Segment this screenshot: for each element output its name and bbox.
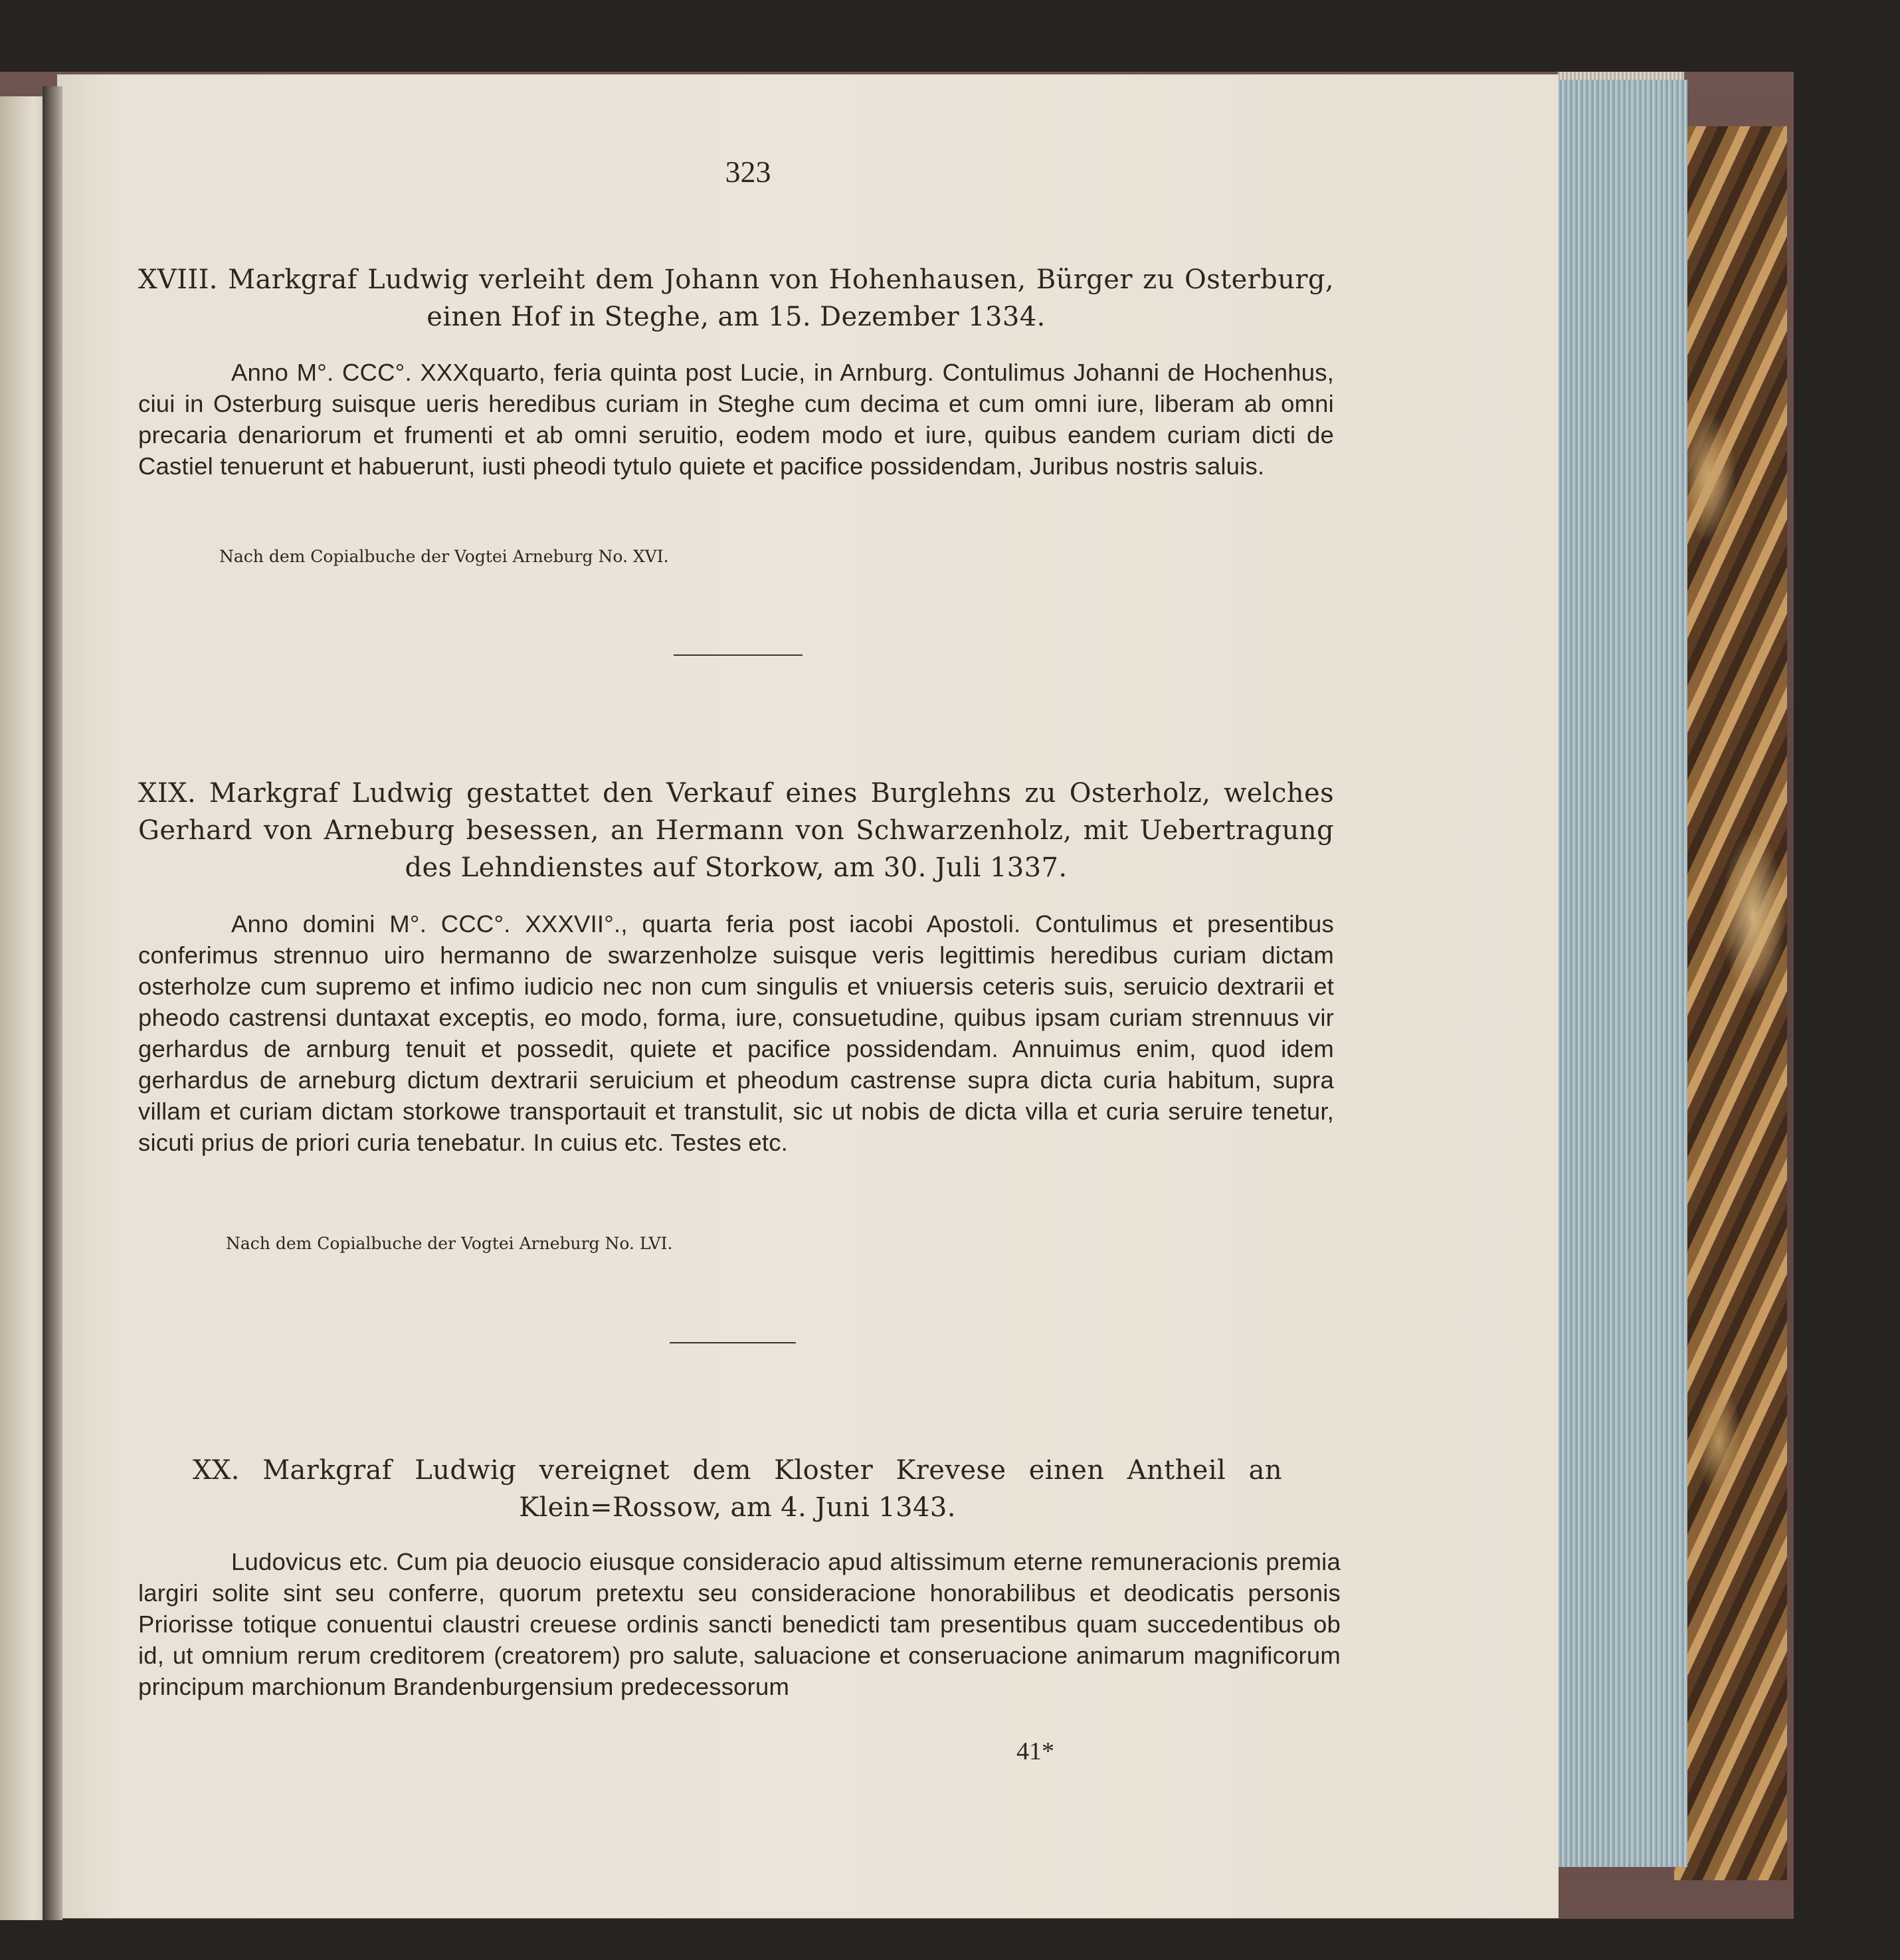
source-note: Nach dem Copialbuche der Vogtei Arneburg No. XVI. [219,547,669,566]
section-divider [674,654,803,656]
section-number: XX. [193,1455,240,1486]
section-body: Ludovicus etc. Cum pia deuocio eiusque consideracio apud altissimum eterne remuneracionis premia largiri solite sint seu conferre, quorum pretextu seu consideracione honorabilibus et deodicatis personis Priorisse totique conuentui claustri creuese ordinis sancti benedicti tam presentibus quam succedentibus ob id, ut omnium rerum creditorem (creatorem) pro salute, saluacione et conseruacione animarum magnificorum principum marchionum Brandenburgensium predecessorum [138,1548,1341,1700]
section-number: XIX. [138,778,197,809]
section-heading [193,1452,1282,1526]
section-title: Markgraf Ludwig gestattet den Verkauf eines Burglehns zu Osterholz, welches Gerhard von Arneburg besessen, an Hermann von Schwarzenholz, mit Uebertragung des Lehndienstes auf Storkow, am 30. Juli 1337. [138,778,1334,883]
section-body: Anno M°. CCC°. XXXquarto, feria quinta post Lucie, in Arnburg. Contulimus Johanni de Hochenhus, ciui in Osterburg suisque ueris heredibus curiam in Steghe cum decima et cum omni iure, liberam ab omni precaria denariorum et frumenti et ab omni seruitio, eodem modo et iure, quibus eandem curiam dicti de Castiel tenuerunt et habuerunt, iusti pheodi tytulo quiete et pacifice possidendam, Juribus nostris saluis. [138,359,1334,480]
source-note: Nach dem Copialbuche der Vogtei Arneburg No. LVI. [226,1234,673,1253]
section-title: Markgraf Ludwig vereignet dem Kloster Krevese einen Antheil an Klein=Rossow, am 4. Juni 1343. [262,1455,1282,1523]
left-page-edge [0,96,48,1920]
marbled-cover [1674,126,1787,1880]
page-number: 323 [725,155,771,189]
page-stack-edges [1555,80,1687,1867]
signature-mark: 41* [1016,1737,1054,1765]
section-heading [138,261,1334,336]
book-gutter [43,86,62,1920]
section-number: XVIII. [138,264,218,295]
section-body: Anno domini M°. CCC°. XXXVII°., quarta feria post iacobi Apostoli. Contulimus et presentibus conferimus strennuo uiro hermanno de swarzenholze suisque veris legittimis heredibus curiam dictam osterholze cum supremo et infimo iudicio nec non cum singulis et vniuersis ceteris suis, seruicio dextrarii et pheodo castrensi duntaxat exceptis, eo modo, forma, iure, consuetudine, quibus ipsam curiam strennuus vir gerhardus de arnburg tenuit et possedit, quiete et pacifice possidendam. Annuimus enim, quod idem gerhardus de arneburg dictum dextrarii seruicium et pheodum castrense supra dicta curia habitum, supra villam et curiam dictam storkowe transportauit et transtulit, sic ut nobis de dicta villa et curia seruire tenetur, sicuti prius de priori curia tenebatur. In cuius etc. Testes etc. [138,910,1334,1156]
section-heading [138,775,1334,886]
section-divider [670,1342,796,1343]
section-title: Markgraf Ludwig verleiht dem Johann von Hohenhausen, Bürger zu Osterburg, einen Hof in Steghe, am 15. Dezember 1334. [228,264,1334,332]
